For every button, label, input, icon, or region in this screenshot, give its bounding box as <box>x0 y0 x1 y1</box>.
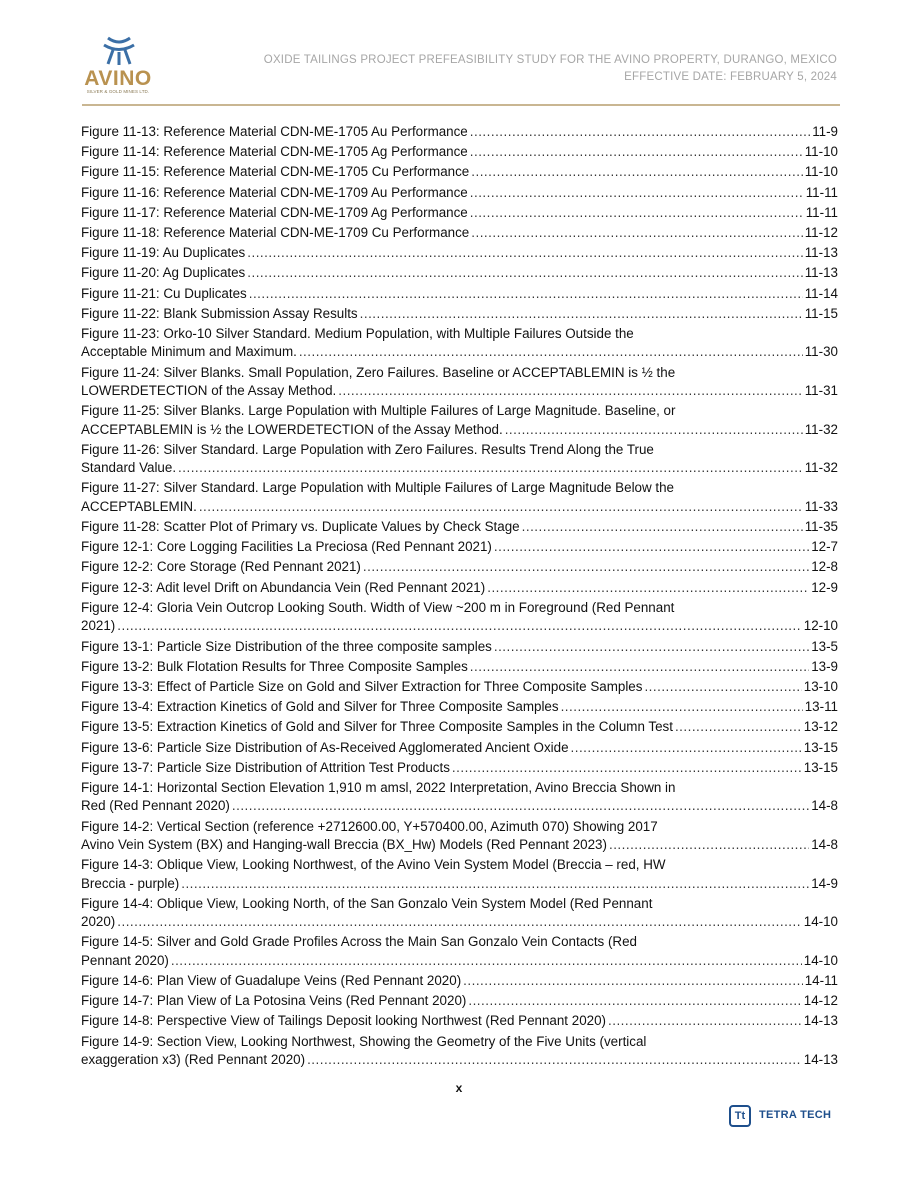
toc-entry-last-line <box>81 305 838 323</box>
dot-leader <box>522 518 803 536</box>
toc-page-number: 11-14 <box>804 285 838 301</box>
toc-entry-last-line <box>81 617 838 635</box>
toc-page-number: 11-12 <box>804 225 838 241</box>
toc-entry[interactable] <box>81 779 838 816</box>
toc-entry-last-line <box>81 658 838 676</box>
toc-page-number: 12-9 <box>811 579 838 595</box>
dot-leader <box>471 163 802 181</box>
toc-entry-title: ACCEPTABLEMIN is ½ the LOWERDETECTION of the Assay Method. <box>81 421 503 437</box>
toc-entry-last-line <box>81 498 838 516</box>
dot-leader <box>338 382 802 400</box>
toc-entry-last-line <box>81 184 838 202</box>
toc-entry[interactable] <box>81 698 838 716</box>
toc-entry[interactable] <box>81 895 838 932</box>
toc-entry-last-line <box>81 343 838 361</box>
toc-entry[interactable] <box>81 638 838 656</box>
toc-page-number: 14-13 <box>803 1013 838 1029</box>
toc-entry-last-line <box>81 244 838 262</box>
toc-entry[interactable] <box>81 856 838 893</box>
toc-entry[interactable] <box>81 244 838 262</box>
dot-leader <box>232 797 809 815</box>
toc-entry-last-line <box>81 992 838 1010</box>
toc-page-number: 14-8 <box>811 798 838 814</box>
toc-entry-title: Figure 11-25: Silver Blanks. Large Population with Multiple Failures of Large Magnitude. Baseline, or <box>81 403 676 419</box>
toc-entry-title: Figure 13-4: Extraction Kinetics of Gold and Silver for Three Composite Samples <box>81 699 559 715</box>
header-text <box>264 52 837 86</box>
dot-leader <box>178 459 803 477</box>
toc-entry[interactable] <box>81 558 838 576</box>
toc-entry-title: Figure 11-13: Reference Material CDN-ME-1705 Au Performance <box>81 124 468 139</box>
toc-entry[interactable] <box>81 739 838 757</box>
toc-entry[interactable] <box>81 759 838 777</box>
dot-leader <box>471 224 802 242</box>
toc-entry-title: Avino Vein System (BX) and Hanging-wall Breccia (BX_Hw) Models (Red Pennant 2023) <box>81 836 607 852</box>
toc-entry-title: Pennant 2020) <box>81 952 169 968</box>
toc-entry-title: Figure 13-5: Extraction Kinetics of Gold and Silver for Three Composite Samples in the Column Test <box>81 719 673 735</box>
document-title: OXIDE TAILINGS PROJECT PREFEASIBILITY STUDY FOR THE AVINO PROPERTY, DURANGO, MEXICO <box>263 54 837 66</box>
toc-entry-title: Figure 11-22: Blank Submission Assay Results <box>81 305 358 321</box>
toc-entry-title: Figure 11-20: Ag Duplicates <box>81 265 246 281</box>
toc-entry-line <box>81 895 838 913</box>
toc-entry[interactable] <box>81 658 838 676</box>
toc-entry[interactable] <box>81 972 838 990</box>
toc-entry-title: Figure 11-23: Orko-10 Silver Standard. Medium Population, with Multiple Failures Outside the <box>81 326 634 342</box>
dot-leader <box>494 538 809 556</box>
toc-entry-title: Figure 11-14: Reference Material CDN-ME-1705 Ag Performance <box>81 144 468 160</box>
toc-page-number: 11-10 <box>804 164 838 180</box>
toc-entry-last-line <box>81 913 838 931</box>
toc-entry-title: Figure 14-1: Horizontal Section Elevation 1,910 m amsl, 2022 Interpretation, Avino Breccia Shown in <box>81 779 676 795</box>
toc-entry-title: Figure 14-6: Plan View of Guadalupe Veins (Red Pennant 2020) <box>81 972 462 988</box>
toc-entry[interactable] <box>81 402 838 439</box>
toc-page-number: 14-12 <box>803 993 838 1009</box>
tetra-tech-logo-icon: Tt <box>729 1105 751 1127</box>
toc-page-number: 11-31 <box>804 383 838 399</box>
dot-leader <box>247 244 802 262</box>
toc-entry-last-line <box>81 264 838 282</box>
toc-entry[interactable] <box>81 1033 838 1070</box>
dot-leader <box>181 875 809 893</box>
toc-entry-line <box>81 441 838 459</box>
toc-entry[interactable] <box>81 163 838 181</box>
toc-entry-last-line <box>81 972 838 990</box>
toc-entry[interactable] <box>81 678 838 696</box>
toc-page-number: 14-9 <box>811 875 838 891</box>
toc-entry[interactable] <box>81 325 838 362</box>
toc-entry-title: Figure 11-27: Silver Standard. Large Population with Multiple Failures of Large Magnitude Below the <box>81 480 674 496</box>
toc-entry-line <box>81 402 838 420</box>
toc-page-number: 13-9 <box>811 658 838 674</box>
logo-tagline: SILVER & GOLD MINES LTD. <box>86 89 150 94</box>
dot-leader <box>171 952 802 970</box>
toc-entry-last-line <box>81 678 838 696</box>
toc-page-number: 11-30 <box>804 344 838 360</box>
page-number: x <box>455 1081 463 1095</box>
toc-page-number: 14-10 <box>803 914 838 930</box>
toc-entry[interactable] <box>81 224 838 242</box>
toc-page-number: 11-11 <box>805 184 838 200</box>
dot-leader <box>609 836 809 854</box>
toc-entry-title: Acceptable Minimum and Maximum. <box>81 344 297 360</box>
toc-entry-line <box>81 818 838 836</box>
toc-entry-last-line <box>81 1012 838 1030</box>
toc-entry[interactable] <box>81 479 838 516</box>
toc-entry-last-line <box>81 459 838 477</box>
toc-page-number: 14-10 <box>803 952 838 968</box>
toc-entry-title: Figure 14-8: Perspective View of Tailings Deposit looking Northwest (Red Pennant 2020) <box>81 1013 606 1029</box>
list-of-figures <box>81 123 838 1071</box>
toc-entry-title: Figure 11-28: Scatter Plot of Primary vs. Duplicate Values by Check Stage <box>81 519 520 535</box>
toc-entry[interactable] <box>81 992 838 1010</box>
toc-entry-title: exaggeration x3) (Red Pennant 2020) <box>81 1051 306 1067</box>
dot-leader <box>470 123 810 141</box>
dot-leader <box>571 739 802 757</box>
dot-leader <box>487 579 809 597</box>
header-divider <box>82 104 840 106</box>
toc-entry-title: Figure 12-1: Core Logging Facilities La Preciosa (Red Pennant 2021) <box>81 539 492 555</box>
dot-leader <box>608 1012 802 1030</box>
toc-entry-title: ACCEPTABLEMIN. <box>81 498 197 514</box>
page-header <box>0 0 918 108</box>
toc-entry-title: Figure 14-9: Section View, Looking Northwest, Showing the Geometry of the Five Units (vertical <box>81 1033 647 1049</box>
toc-entry-line <box>81 933 838 951</box>
toc-entry-title: Standard Value. <box>81 460 177 476</box>
toc-page-number: 11-9 <box>812 124 838 139</box>
toc-entry-line <box>81 599 838 617</box>
toc-entry[interactable] <box>81 285 838 303</box>
toc-entry-title: Figure 14-4: Oblique View, Looking North, of the San Gonzalo Vein System Model (Red Pennant <box>81 895 653 911</box>
toc-page-number: 11-35 <box>804 519 838 535</box>
toc-entry-title: Figure 11-21: Cu Duplicates <box>81 285 247 301</box>
toc-page-number: 11-33 <box>804 498 838 514</box>
toc-entry-title: Figure 11-16: Reference Material CDN-ME-1709 Au Performance <box>81 184 468 200</box>
toc-page-number: 12-8 <box>811 559 838 575</box>
toc-entry-title: Figure 11-19: Au Duplicates <box>81 245 246 261</box>
toc-entry-title: Figure 11-18: Reference Material CDN-ME-1709 Cu Performance <box>81 225 470 241</box>
toc-page-number: 13-10 <box>803 678 838 694</box>
toc-entry-last-line <box>81 579 838 597</box>
dot-leader <box>494 638 809 656</box>
toc-entry-title: Figure 13-3: Effect of Particle Size on Gold and Silver Extraction for Three Composite Samples <box>81 678 643 694</box>
toc-entry-last-line <box>81 224 838 242</box>
avino-emblem-icon <box>100 36 138 66</box>
toc-page-number: 14-13 <box>803 1051 838 1067</box>
toc-page-number: 11-32 <box>804 460 838 476</box>
toc-page-number: 11-11 <box>805 204 838 220</box>
toc-entry-title: Figure 14-2: Vertical Section (reference +2712600.00, Y+570400.00, Azimuth 070) Showing 2017 <box>81 818 658 834</box>
toc-page-number: 11-13 <box>804 265 838 281</box>
dot-leader <box>505 421 803 439</box>
toc-entry-last-line <box>81 759 838 777</box>
toc-page-number: 11-10 <box>804 144 838 160</box>
toc-page-number: 14-8 <box>811 836 838 852</box>
toc-entry-title: Figure 14-3: Oblique View, Looking Northwest, of the Avino Vein System Model (Breccia – red, HW <box>81 857 666 873</box>
toc-entry-last-line <box>81 204 838 222</box>
toc-entry-last-line <box>81 698 838 716</box>
toc-page-number: 13-5 <box>811 638 838 654</box>
toc-entry[interactable] <box>81 538 838 556</box>
toc-entry[interactable] <box>81 264 838 282</box>
dot-leader <box>470 204 804 222</box>
toc-entry-last-line <box>81 952 838 970</box>
toc-entry-last-line <box>81 421 838 439</box>
toc-entry-title: Figure 12-2: Core Storage (Red Pennant 2021) <box>81 559 361 575</box>
toc-entry-title: Figure 11-24: Silver Blanks. Small Population, Zero Failures. Baseline or ACCEPTABLEMIN is ½ the <box>81 364 676 380</box>
toc-entry-line <box>81 325 838 343</box>
toc-entry[interactable] <box>81 204 838 222</box>
toc-entry-title: Figure 11-15: Reference Material CDN-ME-1705 Cu Performance <box>81 164 470 180</box>
dot-leader <box>468 992 801 1010</box>
toc-entry-last-line <box>81 143 838 161</box>
toc-entry-title: Figure 13-6: Particle Size Distribution of As-Received Agglomerated Ancient Oxide <box>81 739 569 755</box>
toc-entry[interactable] <box>81 579 838 597</box>
dot-leader <box>452 759 802 777</box>
toc-page-number: 11-15 <box>804 305 838 321</box>
toc-page-number: 12-7 <box>811 539 838 555</box>
toc-entry-line <box>81 779 838 797</box>
toc-entry-title: Red (Red Pennant 2020) <box>81 798 230 814</box>
toc-entry[interactable] <box>81 1012 838 1030</box>
toc-entry[interactable] <box>81 364 838 401</box>
toc-entry-line <box>81 1033 838 1051</box>
toc-entry[interactable] <box>81 818 838 855</box>
toc-page-number: 13-12 <box>803 719 838 735</box>
toc-page-number: 13-15 <box>803 739 838 755</box>
dot-leader <box>675 718 802 736</box>
dot-leader <box>117 913 802 931</box>
toc-entry-title: 2021) <box>81 618 116 634</box>
logo-wordmark: AVINO <box>84 67 152 90</box>
toc-page-number: 11-13 <box>804 245 838 261</box>
toc-entry-line <box>81 479 838 497</box>
dot-leader <box>249 285 803 303</box>
toc-entry-title: LOWERDETECTION of the Assay Method. <box>81 383 337 399</box>
toc-entry-last-line <box>81 163 838 181</box>
toc-entry-last-line <box>81 739 838 757</box>
toc-entry-title: Figure 14-7: Plan View of La Potosina Veins (Red Pennant 2020) <box>81 993 467 1009</box>
toc-page-number: 13-11 <box>804 699 838 715</box>
toc-entry[interactable] <box>81 143 838 161</box>
toc-entry-title: 2020) <box>81 914 116 930</box>
toc-entry[interactable] <box>81 933 838 970</box>
avino-logo <box>84 36 154 98</box>
dot-leader <box>470 143 803 161</box>
toc-entry-title: Figure 12-3: Adit level Drift on Abundancia Vein (Red Pennant 2021) <box>81 579 486 595</box>
dot-leader <box>644 678 801 696</box>
toc-page-number: 11-32 <box>804 421 838 437</box>
dot-leader <box>463 972 803 990</box>
toc-page-number: 12-10 <box>803 618 838 634</box>
dot-leader <box>299 343 803 361</box>
dot-leader <box>307 1051 802 1069</box>
toc-entry-last-line <box>81 638 838 656</box>
dot-leader <box>363 558 809 576</box>
toc-entry-last-line <box>81 538 838 556</box>
toc-entry-last-line <box>81 382 838 400</box>
toc-entry[interactable] <box>81 718 838 736</box>
toc-entry-title: Figure 11-26: Silver Standard. Large Population with Zero Failures. Results Trend Along the True <box>81 441 654 457</box>
toc-entry[interactable] <box>81 518 838 536</box>
toc-entry[interactable] <box>81 441 838 478</box>
toc-entry-title: Figure 11-17: Reference Material CDN-ME-1709 Ag Performance <box>81 204 468 220</box>
dot-leader <box>360 305 803 323</box>
toc-entry-line <box>81 856 838 874</box>
toc-entry-title: Figure 13-2: Bulk Flotation Results for Three Composite Samples <box>81 658 468 674</box>
toc-entry-title: Figure 12-4: Gloria Vein Outcrop Looking South. Width of View ~200 m in Foreground (Red Pennant <box>81 599 675 615</box>
toc-entry-title: Figure 13-7: Particle Size Distribution of Attrition Test Products <box>81 759 450 775</box>
toc-entry[interactable] <box>81 184 838 202</box>
toc-entry-last-line <box>81 797 838 815</box>
toc-entry-last-line <box>81 836 838 854</box>
dot-leader <box>117 617 802 635</box>
dot-leader <box>561 698 803 716</box>
toc-entry-title: Figure 13-1: Particle Size Distribution of the three composite samples <box>81 638 492 654</box>
toc-entry-last-line <box>81 558 838 576</box>
toc-entry-last-line <box>81 123 838 141</box>
toc-entry[interactable] <box>81 305 838 323</box>
dot-leader <box>470 184 804 202</box>
effective-date: EFFECTIVE DATE: FEBRUARY 5, 2024 <box>624 71 837 83</box>
dot-leader <box>470 658 809 676</box>
toc-entry-last-line <box>81 875 838 893</box>
toc-entry-last-line <box>81 718 838 736</box>
toc-entry-last-line <box>81 285 838 303</box>
dot-leader <box>199 498 803 516</box>
dot-leader <box>247 264 802 282</box>
toc-entry-last-line <box>81 518 838 536</box>
toc-entry[interactable] <box>81 599 838 636</box>
toc-entry-title: Breccia - purple) <box>81 875 180 891</box>
toc-entry-title: Figure 14-5: Silver and Gold Grade Profiles Across the Main San Gonzalo Vein Contacts (Red <box>81 934 637 950</box>
toc-page-number: 13-15 <box>803 759 838 775</box>
toc-entry-line <box>81 364 838 382</box>
toc-page-number: 14-11 <box>804 972 838 988</box>
tetra-tech-name: TETRA TECH <box>759 1109 832 1121</box>
toc-entry[interactable] <box>81 123 838 141</box>
toc-entry-last-line <box>81 1051 838 1069</box>
